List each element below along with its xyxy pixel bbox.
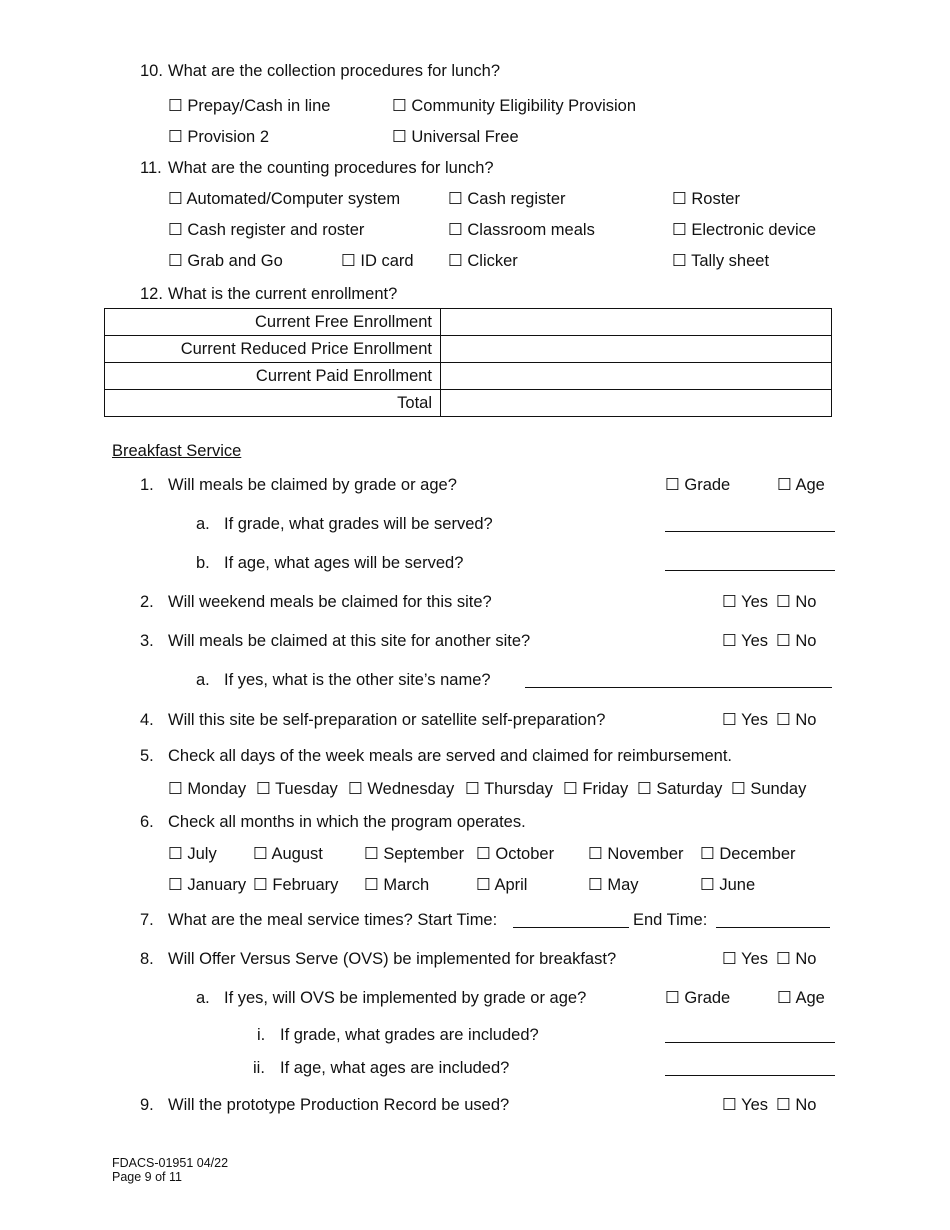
q11-number: 11. — [140, 159, 162, 177]
checkbox-yes[interactable]: ☐ Yes — [722, 632, 768, 650]
table-row — [105, 336, 832, 363]
b-q1-number: 1. — [140, 476, 154, 494]
table-row — [105, 390, 832, 417]
checkbox-cash-register-roster[interactable]: ☐ Cash register and roster — [168, 221, 365, 239]
checkbox-september[interactable]: ☐ September — [364, 845, 465, 863]
checkbox-saturday[interactable]: ☐ Saturday — [637, 780, 723, 798]
checkbox-august[interactable]: ☐ August — [253, 845, 323, 863]
checkbox-provision-2[interactable]: ☐ Provision 2 — [168, 128, 269, 146]
checkbox-no[interactable]: ☐ No — [776, 593, 817, 611]
b-q4-text: Will this site be self-preparation or satellite self-preparation? — [168, 711, 606, 729]
checkbox-march[interactable]: ☐ March — [364, 876, 430, 894]
b-q6-number: 6. — [140, 813, 154, 831]
b-q8a-letter: a. — [196, 989, 210, 1007]
grades-served-field[interactable] — [665, 531, 835, 532]
checkbox-automated-system[interactable]: ☐ Automated/Computer system — [168, 190, 401, 208]
b-q8-text: Will Offer Versus Serve (OVS) be implemented for breakfast? — [168, 950, 617, 968]
b-q1-text: Will meals be claimed by grade or age? — [168, 476, 457, 494]
checkbox-no[interactable]: ☐ No — [776, 632, 817, 650]
checkbox-electronic-device[interactable]: ☐ Electronic device — [672, 221, 817, 239]
checkbox-grade[interactable]: ☐ Grade — [665, 989, 731, 1007]
checkbox-grab-and-go[interactable]: ☐ Grab and Go — [168, 252, 283, 270]
b-q6-text: Check all months in which the program operates. — [168, 813, 526, 831]
checkbox-yes[interactable]: ☐ Yes — [722, 950, 768, 968]
q11-text: What are the counting procedures for lunch? — [168, 159, 494, 177]
enrollment-value-field[interactable] — [441, 363, 832, 390]
b-q9-text: Will the prototype Production Record be used? — [168, 1096, 510, 1114]
b-q8ai-numeral: i. — [257, 1026, 266, 1044]
checkbox-june[interactable]: ☐ June — [700, 876, 756, 894]
checkbox-tally-sheet[interactable]: ☐ Tally sheet — [672, 252, 770, 270]
b-q2-number: 2. — [140, 593, 154, 611]
checkbox-roster[interactable]: ☐ Roster — [672, 190, 740, 208]
checkbox-classroom-meals[interactable]: ☐ Classroom meals — [448, 221, 595, 239]
checkbox-sunday[interactable]: ☐ Sunday — [731, 780, 807, 798]
enrollment-value-field[interactable] — [441, 309, 832, 336]
checkbox-friday[interactable]: ☐ Friday — [563, 780, 629, 798]
checkbox-monday[interactable]: ☐ Monday — [168, 780, 247, 798]
checkbox-thursday[interactable]: ☐ Thursday — [465, 780, 553, 798]
other-site-name-field[interactable] — [525, 687, 832, 688]
checkbox-tuesday[interactable]: ☐ Tuesday — [256, 780, 338, 798]
start-time-field[interactable] — [513, 927, 629, 928]
b-q7-text: What are the meal service times? Start Time: — [168, 911, 498, 929]
b-q8aii-text: If age, what ages are included? — [280, 1059, 510, 1077]
checkbox-community-eligibility[interactable]: ☐ Community Eligibility Provision — [392, 97, 637, 115]
checkbox-no[interactable]: ☐ No — [776, 1096, 817, 1114]
checkbox-grade[interactable]: ☐ Grade — [665, 476, 731, 494]
b-q3-text: Will meals be claimed at this site for another site? — [168, 632, 531, 650]
enrollment-label: Total — [105, 390, 441, 417]
q10-number: 10. — [140, 62, 163, 80]
enrollment-label: Current Free Enrollment — [105, 309, 441, 336]
end-time-label: End Time: — [633, 911, 708, 929]
checkbox-universal-free[interactable]: ☐ Universal Free — [392, 128, 519, 146]
form-id: FDACS-01951 04/22 — [112, 1156, 229, 1170]
checkbox-yes[interactable]: ☐ Yes — [722, 1096, 768, 1114]
checkbox-cash-register[interactable]: ☐ Cash register — [448, 190, 566, 208]
page-number: Page 9 of 11 — [112, 1170, 182, 1184]
checkbox-clicker[interactable]: ☐ Clicker — [448, 252, 518, 270]
section-heading-breakfast: Breakfast Service — [112, 442, 242, 460]
enrollment-label: Current Paid Enrollment — [105, 363, 441, 390]
ages-included-field[interactable] — [665, 1075, 835, 1076]
b-q1a-letter: a. — [196, 515, 210, 533]
q10-text: What are the collection procedures for lunch? — [168, 62, 501, 80]
b-q1b-letter: b. — [196, 554, 210, 572]
enrollment-value-field[interactable] — [441, 336, 832, 363]
checkbox-yes[interactable]: ☐ Yes — [722, 593, 768, 611]
checkbox-age[interactable]: ☐ Age — [777, 989, 825, 1007]
checkbox-yes[interactable]: ☐ Yes — [722, 711, 768, 729]
b-q3-number: 3. — [140, 632, 154, 650]
checkbox-no[interactable]: ☐ No — [776, 711, 817, 729]
checkbox-id-card[interactable]: ☐ ID card — [341, 252, 414, 270]
b-q8ai-text: If grade, what grades are included? — [280, 1026, 539, 1044]
checkbox-may[interactable]: ☐ May — [588, 876, 639, 894]
checkbox-december[interactable]: ☐ December — [700, 845, 796, 863]
b-q7-number: 7. — [140, 911, 154, 929]
enrollment-value-field[interactable] — [441, 390, 832, 417]
checkbox-july[interactable]: ☐ July — [168, 845, 217, 863]
b-q9-number: 9. — [140, 1096, 154, 1114]
b-q1b-text: If age, what ages will be served? — [224, 554, 464, 572]
b-q8-number: 8. — [140, 950, 154, 968]
checkbox-april[interactable]: ☐ April — [476, 876, 528, 894]
b-q3a-text: If yes, what is the other site’s name? — [224, 671, 491, 689]
b-q1a-text: If grade, what grades will be served? — [224, 515, 493, 533]
enrollment-table — [104, 308, 832, 417]
checkbox-no[interactable]: ☐ No — [776, 950, 817, 968]
b-q8a-text: If yes, will OVS be implemented by grade or age? — [224, 989, 587, 1007]
b-q5-text: Check all days of the week meals are served and claimed for reimbursement. — [168, 747, 733, 765]
checkbox-wednesday[interactable]: ☐ Wednesday — [348, 780, 455, 798]
end-time-field[interactable] — [716, 927, 830, 928]
checkbox-prepay-cash[interactable]: ☐ Prepay/Cash in line — [168, 97, 331, 115]
q12-text: What is the current enrollment? — [168, 285, 398, 303]
ages-served-field[interactable] — [665, 570, 835, 571]
b-q4-number: 4. — [140, 711, 154, 729]
grades-included-field[interactable] — [665, 1042, 835, 1043]
b-q2-text: Will weekend meals be claimed for this site? — [168, 593, 492, 611]
b-q5-number: 5. — [140, 747, 154, 765]
checkbox-age[interactable]: ☐ Age — [777, 476, 825, 494]
checkbox-november[interactable]: ☐ November — [588, 845, 684, 863]
checkbox-october[interactable]: ☐ October — [476, 845, 555, 863]
b-q8aii-numeral: ii. — [253, 1059, 265, 1077]
table-row — [105, 363, 832, 390]
table-row — [105, 309, 832, 336]
q12-number: 12. — [140, 285, 163, 303]
enrollment-label: Current Reduced Price Enrollment — [105, 336, 441, 363]
checkbox-february[interactable]: ☐ February — [253, 876, 339, 894]
b-q3a-letter: a. — [196, 671, 210, 689]
checkbox-january[interactable]: ☐ January — [168, 876, 247, 894]
